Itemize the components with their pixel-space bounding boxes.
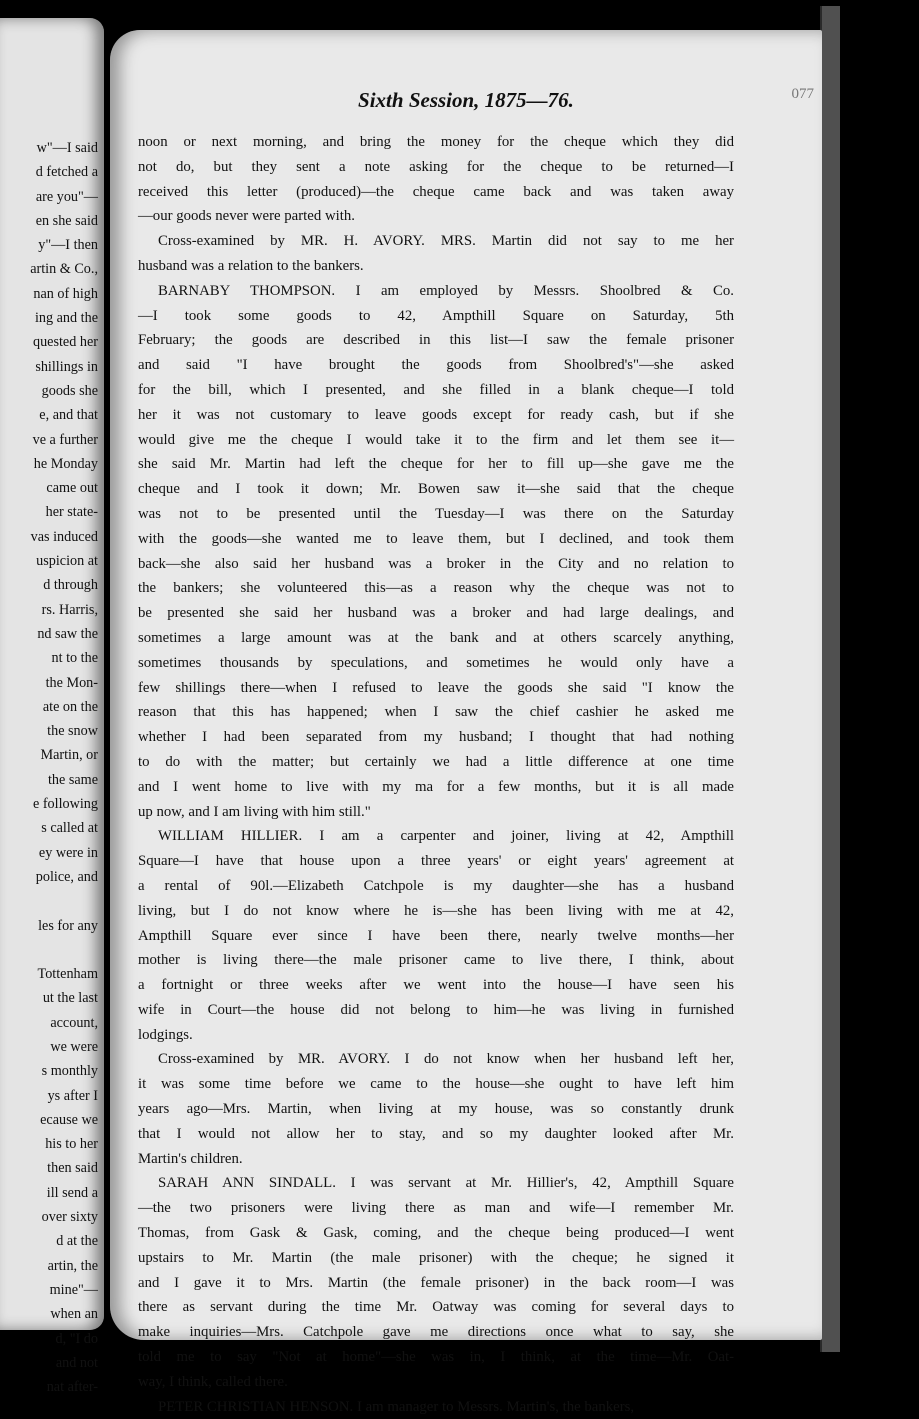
body-line: upstairs to Mr. Martin (the male prisoner) with the cheque; he signed it — [138, 1249, 734, 1266]
left-page-line: e, and that — [39, 407, 98, 424]
left-page-line: e following — [32, 796, 98, 813]
left-page-line: Martin, or — [40, 747, 98, 764]
body-line: received this letter (produced)—the cheque came back and was taken away — [138, 183, 734, 200]
right-page — [110, 30, 822, 1415]
body-line: up now, and I am living with him still." — [138, 803, 371, 820]
left-page-line: goods she — [41, 382, 98, 399]
left-page-line: shillings in — [35, 358, 98, 375]
left-page-line: ecause we — [40, 1111, 98, 1128]
body-line: BARNABY THOMPSON. I am employed by Messrs. Shoolbred & Co. — [158, 282, 734, 299]
left-page-line: police, and — [35, 868, 98, 885]
left-page-line: nat after- — [46, 1379, 98, 1396]
body-line: was not to be presented until the Tuesday—I was there on the Saturday — [138, 505, 734, 522]
body-text — [138, 130, 734, 1419]
left-page-line: Tottenham — [37, 966, 98, 983]
left-page-line: ys after I — [47, 1087, 98, 1104]
left-page-line: we were — [50, 1038, 98, 1055]
body-line: husband was a relation to the bankers. — [138, 257, 364, 274]
left-page-line: nan of high — [33, 285, 98, 302]
left-page-line: then said — [47, 1160, 98, 1177]
body-line: the bankers; she volunteered this—as a reason why the cheque was not to — [138, 580, 734, 597]
left-page-line: w"—I said — [36, 140, 98, 156]
body-line: living, but I do not know where he is—she has been living with me at 42, — [138, 902, 734, 919]
left-page-line: d fetched a — [35, 164, 98, 181]
left-page-line: when an — [50, 1306, 98, 1323]
left-page-line: ill send a — [46, 1184, 98, 1201]
body-line: lodgings. — [138, 1026, 193, 1043]
body-line: that I would not allow her to stay, and so my daughter looked after Mr. — [138, 1125, 734, 1142]
left-page-line: the Mon- — [45, 674, 98, 691]
left-page-text — [0, 136, 104, 1399]
left-page-line: rs. Harris, — [41, 601, 98, 618]
left-page-line: account, — [50, 1014, 98, 1031]
left-page-line: d, "I do — [55, 1330, 98, 1347]
body-line: told me to say "Not at home"—she was in, I think, at the time—Mr. Oat- — [138, 1349, 734, 1366]
left-page-line: d through — [43, 577, 98, 594]
body-line: February; the goods are described in this list—I saw the female prisoner — [138, 332, 734, 349]
left-page-line: are you"— — [35, 188, 98, 205]
body-line: be presented she said her husband was a broker and had large dealings, and — [138, 605, 734, 622]
body-line: mother is living there—the male prisoner came to live there, I think, about — [138, 952, 734, 969]
body-line: and I gave it to Mrs. Martin (the female prisoner) in the back room—I was — [138, 1274, 734, 1291]
body-line: Square—I have that house upon a three years' or eight years' agreement at — [138, 853, 734, 870]
body-line: way, I think, called there. — [138, 1373, 288, 1390]
body-line: make inquiries—Mrs. Catchpole gave me directions once what to say, she — [138, 1324, 734, 1341]
left-page-line: his to her — [45, 1136, 98, 1153]
left-page-line: y"—I then — [38, 237, 98, 254]
left-page-line: mine"— — [49, 1281, 98, 1298]
body-line: WILLIAM HILLIER. I am a carpenter and joiner, living at 42, Ampthill — [158, 828, 734, 845]
left-page-line: quested her — [32, 334, 98, 351]
left-page-line: ve a further — [32, 431, 98, 448]
body-line: whether I had been separated from my husband; I thought that had nothing — [138, 729, 734, 746]
body-line: wife in Court—the house did not belong to him—he was living in furnished — [138, 1001, 734, 1018]
left-page-line: ate on the — [42, 698, 98, 715]
left-page-line: nt to the — [51, 650, 98, 667]
body-line: Cross-examined by MR. AVORY. I do not know when her husband left her, — [158, 1051, 734, 1068]
left-page-line: her state- — [45, 504, 98, 521]
left-page-line: les for any — [38, 917, 98, 934]
body-line: cheque and I took it down; Mr. Bowen saw it—she said that the cheque — [138, 481, 734, 498]
body-line: for the bill, which I presented, and she filled in a blank cheque—I told — [138, 381, 734, 398]
left-page-line: nd saw the — [37, 625, 98, 642]
body-line: not do, but they sent a note asking for the cheque to be returned—I — [138, 158, 734, 175]
left-page — [0, 18, 104, 1396]
body-line: Ampthill Square ever since I have been there, nearly twelve months—her — [138, 927, 734, 944]
body-line: she said Mr. Martin had left the cheque for her to fill up—she gave me the — [138, 456, 734, 473]
body-line: few shillings there—when I refused to leave the goods she said "I know the — [138, 679, 734, 696]
body-line: —I took some goods to 42, Ampthill Square on Saturday, 5th — [138, 307, 734, 324]
left-page-line: uspicion at — [36, 553, 98, 570]
body-line: to do with the matter; but certainly we had a little difference at one time — [138, 753, 734, 770]
left-page-line: ing and the — [34, 310, 98, 327]
left-page-line: s called at — [41, 820, 98, 837]
body-line: and I went home to live with my ma for a few months, but it is all made — [138, 778, 734, 795]
body-line: with the goods—she wanted me to leave them, but I declined, and took them — [138, 530, 734, 547]
left-page-line: he Monday — [33, 455, 98, 472]
left-page-line: artin & Co., — [30, 261, 98, 278]
body-line: Martin's children. — [138, 1150, 243, 1167]
page-number: 077 — [791, 86, 814, 102]
body-line: SARAH ANN SINDALL. I was servant at Mr. Hillier's, 42, Ampthill Square — [158, 1175, 734, 1192]
left-page-line — [0, 889, 104, 913]
book-edge — [820, 6, 840, 1352]
body-line: noon or next morning, and bring the money for the cheque which they did — [138, 134, 734, 150]
body-line: sometimes thousands by speculations, and sometimes he would only have a — [138, 654, 734, 671]
left-page-line: over sixty — [41, 1209, 98, 1226]
body-line: —the two prisoners were living there as man and wife—I remember Mr. — [138, 1200, 734, 1217]
body-line: years ago—Mrs. Martin, when living at my house, was so constantly drunk — [138, 1101, 734, 1118]
body-line: a rental of 90l.—Elizabeth Catchpole is my daughter—she has a husband — [138, 877, 734, 894]
body-line: her it was not customary to leave goods except for ready cash, but if she — [138, 406, 734, 423]
body-line: it was some time before we came to the house—she ought to have left him — [138, 1076, 734, 1093]
body-line: a fortnight or three weeks after we went into the house—I have seen his — [138, 977, 734, 994]
left-page-line: vas induced — [30, 528, 98, 545]
left-page-line: the snow — [47, 723, 98, 740]
body-line: PETER CHRISTIAN HENSON. I am manager to Messrs. Martin's, the bankers, — [158, 1398, 635, 1415]
body-line: back—she also said her husband was a broker in the City and no relation to — [138, 555, 734, 572]
body-line: and said "I have brought the goods from Shoolbred's"—she asked — [138, 357, 734, 374]
body-line: Cross-examined by MR. H. AVORY. MRS. Martin did not say to me her — [158, 233, 734, 250]
left-page-line: ey were in — [38, 844, 98, 861]
left-page-line: the same — [47, 771, 98, 788]
left-page-line: and not — [55, 1354, 98, 1371]
left-page-line: en she said — [35, 212, 98, 229]
left-page-line: d at the — [56, 1233, 98, 1250]
body-line: there as servant during the time Mr. Oatway was coming for several days to — [138, 1299, 734, 1316]
left-page-line: artin, the — [47, 1257, 98, 1274]
body-line: sometimes a large amount was at the bank and at others scarcely anything, — [138, 629, 734, 646]
left-page-line: came out — [46, 480, 98, 497]
body-line: would give me the cheque I would take it to the firm and let them see it— — [138, 431, 734, 448]
body-line: reason that this has happened; when I saw the chief cashier he asked me — [138, 704, 734, 721]
running-head: Sixth Session, 1875—76. — [358, 88, 574, 112]
left-page-line: s monthly — [41, 1063, 98, 1080]
body-line: —our goods never were parted with. — [138, 208, 355, 225]
body-line: Thomas, from Gask & Gask, coming, and the cheque being produced—I went — [138, 1225, 734, 1242]
left-page-line — [0, 938, 104, 962]
left-page-line: ut the last — [42, 990, 98, 1007]
